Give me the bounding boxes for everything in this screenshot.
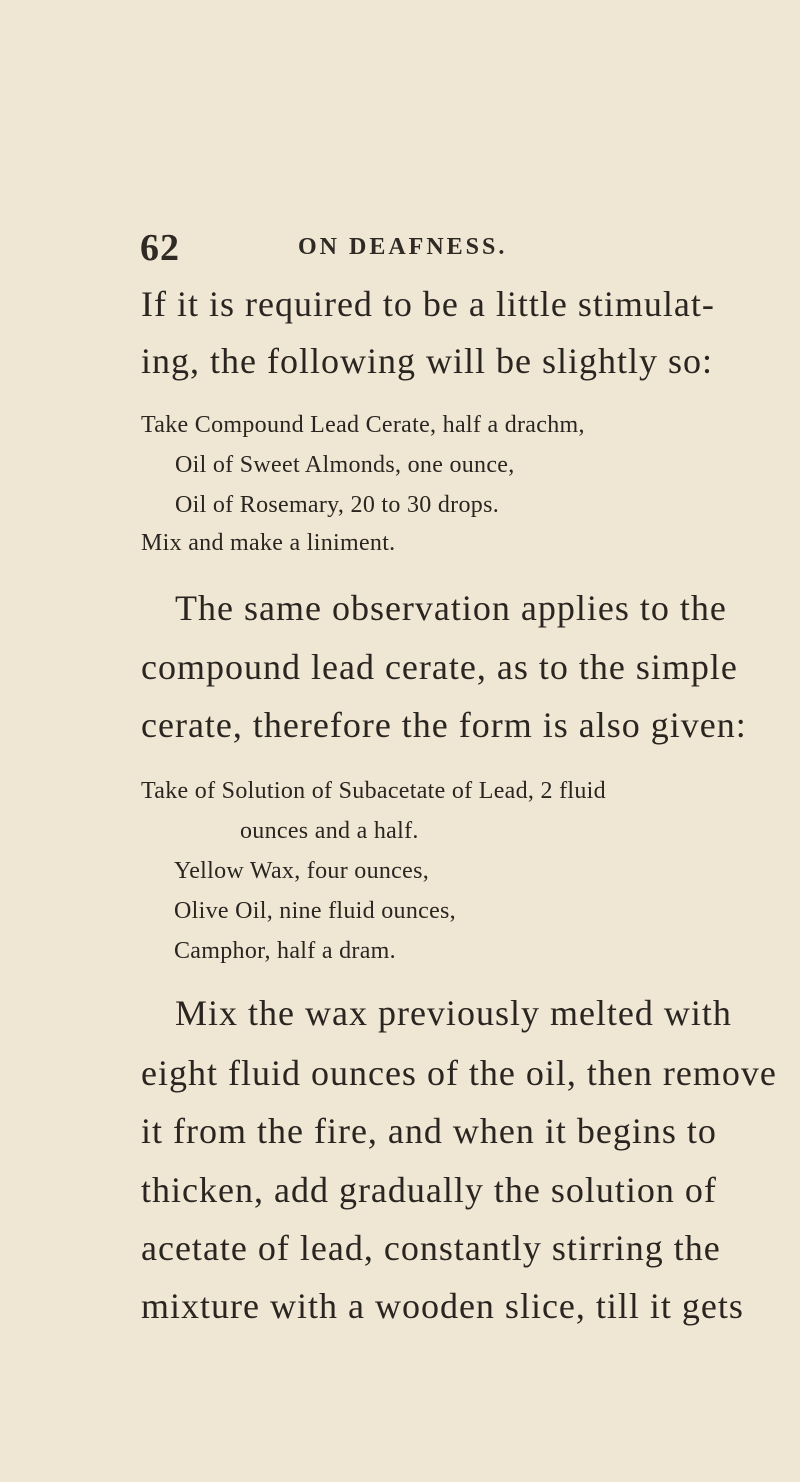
page-header (140, 226, 760, 270)
recipe-line: Mix and make a liniment. (141, 530, 396, 556)
recipe-line: ounces and a half. (240, 818, 419, 844)
recipe-line: Oil of Sweet Almonds, one ounce, (175, 452, 515, 478)
paragraph-line: it from the fire, and when it begins to (141, 1111, 717, 1151)
paragraph-line: mixture with a wooden slice, till it gets (141, 1286, 744, 1326)
paragraph-line: acetate of lead, constantly stirring the (141, 1228, 721, 1268)
paragraph-line: eight fluid ounces of the oil, then remove (141, 1053, 777, 1093)
paragraph-line: If it is required to be a little stimulat- (141, 284, 715, 324)
running-title: ON DEAFNESS. (298, 234, 508, 260)
page-number: 62 (140, 227, 180, 269)
recipe-line: Yellow Wax, four ounces, (174, 858, 430, 884)
recipe-line: Oil of Rosemary, 20 to 30 drops. (175, 492, 500, 518)
paragraph-line: The same observation applies to the (175, 588, 727, 628)
paragraph-line: ing, the following will be slightly so: (141, 341, 713, 381)
paragraph-line: compound lead cerate, as to the simple (141, 647, 738, 687)
paragraph-line: Mix the wax previously melted with (175, 993, 732, 1033)
recipe-line: Take of Solution of Subacetate of Lead, 2 fluid (141, 778, 606, 804)
recipe-line: Camphor, half a dram. (174, 938, 396, 964)
recipe-line: Take Compound Lead Cerate, half a drachm, (141, 412, 585, 438)
paragraph-line: cerate, therefore the form is also given: (141, 705, 747, 745)
recipe-line: Olive Oil, nine fluid ounces, (174, 898, 456, 924)
paragraph-line: thicken, add gradually the solution of (141, 1170, 717, 1210)
